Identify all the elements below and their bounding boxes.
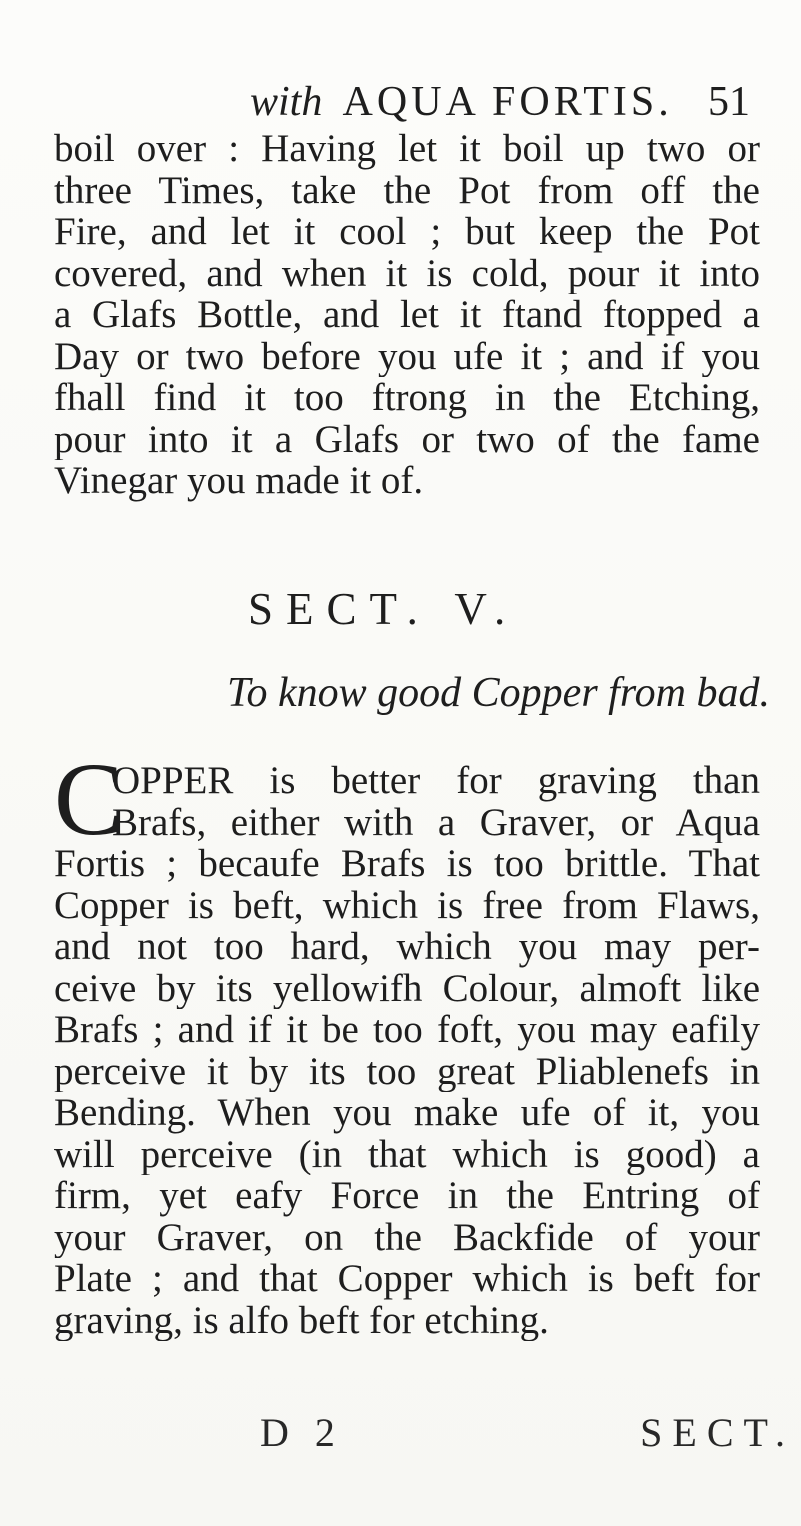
- paragraph-1-line: Day or two before you ufe it ; and if you: [54, 335, 760, 377]
- section-subtitle: To know good Copper from bad.: [227, 670, 770, 716]
- running-head-title: AQUA FORTIS.: [342, 79, 673, 125]
- paragraph-1-line: boil over : Having let it boil up two or: [54, 128, 760, 170]
- paragraph-2-line: your Graver, on the Backfide of your: [54, 1216, 760, 1258]
- paragraph-1-line: Fire, and let it cool ; but keep the Pot: [54, 211, 760, 253]
- paragraph-2-line: ceive by its yellowifh Colour, almoft like: [54, 967, 760, 1009]
- drop-cap: C: [54, 742, 124, 857]
- paragraph-2: [54, 760, 760, 1341]
- signature-mark: D 2: [260, 1410, 343, 1455]
- running-head: [250, 78, 673, 126]
- page-number: 51: [708, 79, 750, 125]
- paragraph-2-line: will perceive (in that which is good) a: [54, 1133, 760, 1175]
- paragraph-2-line: firm, yet eafy Force in the Entring of: [54, 1175, 760, 1217]
- page-footer: [260, 1407, 795, 1459]
- section-heading: SECT. V.: [248, 584, 519, 634]
- paragraph-2-line: Brafs, either with a Graver, or Aqua: [112, 801, 760, 843]
- paragraph-2-line: Copper is beft, which is free from Flaws,: [54, 884, 760, 926]
- paragraph-2-line: Brafs ; and if it be too foft, you may eafily: [54, 1009, 760, 1051]
- paragraph-2-line: Plate ; and that Copper which is beft for: [54, 1258, 760, 1300]
- paragraph-2-line: perceive it by its too great Pliablenefs in: [54, 1050, 760, 1092]
- paragraph-1-line: Vinegar you made it of.: [54, 460, 424, 502]
- paragraph-1-line: fhall find it too ftrong in the Etching,: [54, 377, 760, 419]
- paragraph-2-line: and not too hard, which you may per-: [54, 926, 760, 968]
- paragraph-1: [54, 128, 760, 502]
- paragraph-2-line: OPPER is better for graving than: [112, 760, 760, 802]
- paragraph-1-line: three Times, take the Pot from off the: [54, 169, 760, 211]
- paragraph-1-line: covered, and when it is cold, pour it into: [54, 252, 760, 294]
- running-head-italic: with: [250, 79, 323, 125]
- paragraph-2-line: Fortis ; becaufe Brafs is too brittle. That: [54, 843, 760, 885]
- paragraph-2-line: Bending. When you make ufe of it, you: [54, 1092, 760, 1134]
- paragraph-1-line: pour into it a Glafs or two of the fame: [54, 418, 760, 460]
- paragraph-2-line: graving, is alfo beft for etching.: [54, 1299, 549, 1341]
- paragraph-1-line: a Glafs Bottle, and let it ftand ftopped a: [54, 294, 760, 336]
- page-header: [250, 78, 750, 126]
- catchword: SECT.: [640, 1410, 795, 1455]
